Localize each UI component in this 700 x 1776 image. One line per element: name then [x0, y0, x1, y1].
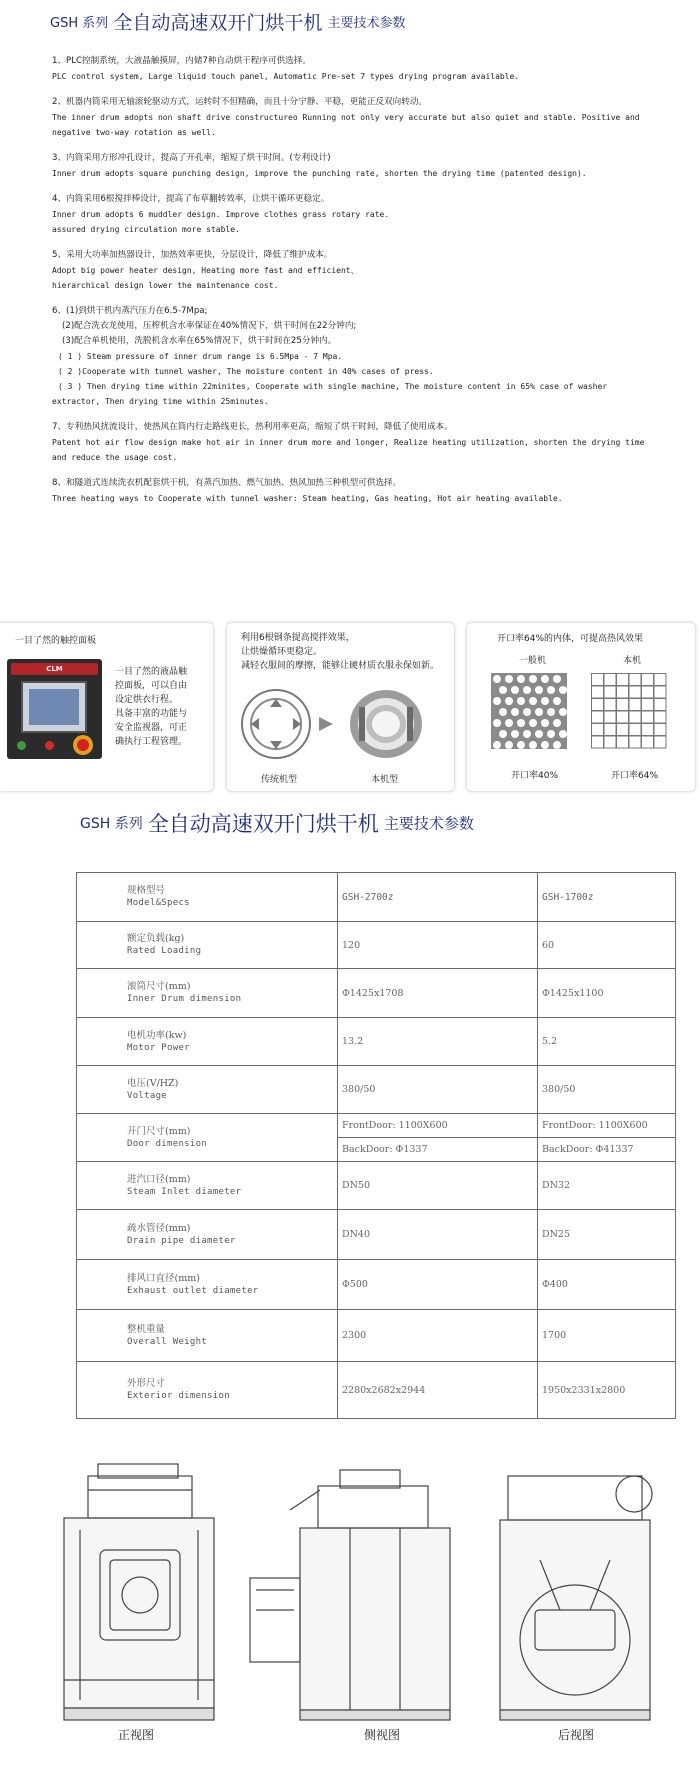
rate-64-caption: 开口率64%	[611, 771, 659, 781]
this-machine-head: 本机	[623, 656, 642, 666]
panel1-line: 控面板，可以自由	[115, 681, 188, 691]
row-label: 电机功率(kw) Motor Power	[77, 1018, 338, 1066]
row-label: 电压(V/HZ) Voltage	[77, 1066, 338, 1114]
title-prefix: GSH 系列	[50, 16, 109, 31]
spec-en: assured drying circulation more stable.	[52, 225, 240, 234]
new-drum-icon	[350, 690, 422, 758]
spec-en: PLC control system, Large liquid touch panel, Automatic Pre-set 7 types drying program available.	[52, 72, 520, 81]
table-row	[77, 1066, 676, 1114]
cell: Φ1425x1708	[338, 969, 538, 1018]
panel1-line: 设定烘衣行程。	[115, 695, 179, 705]
front-view-caption: 正视图	[118, 1728, 155, 1742]
panel2-text	[241, 631, 439, 673]
emergency-stop-icon	[73, 735, 93, 755]
panel1-line: 确执行工程管理。	[115, 737, 188, 747]
spec-item	[52, 192, 672, 237]
cell: 1700	[538, 1310, 676, 1362]
spec-zh: 4、内筒采用6根搅拌棒设计，提高了布草翻转效率，让烘干循环更稳定。	[52, 194, 330, 204]
table-row	[77, 922, 676, 969]
table-row	[77, 873, 676, 922]
panel2-line: 让烘燥循环更稳定。	[241, 647, 323, 657]
panel1-line: 具备丰富的功能与	[115, 709, 188, 719]
title-prefix: GSH 系列	[80, 816, 143, 832]
front-view-drawing	[64, 1464, 214, 1720]
spec-en: and reduce the usage cost.	[52, 453, 178, 462]
panel1-text	[115, 665, 187, 749]
spec-zh: 3、内筒采用方形冲孔设计，提高了开孔率，缩短了烘干时间。(专利设计)	[52, 153, 331, 163]
spec-item	[52, 95, 672, 140]
spec-zh: 1、PLC控制系统，大液晶触摸屏，内储7种自动烘干程序可供选择。	[52, 56, 311, 66]
traditional-label: 传统机型	[261, 775, 298, 785]
table-row	[77, 1362, 676, 1419]
spec-en: The inner drum adopts non shaft drive constructureo Running not only very accurate but also quiet and stable. Positive and	[52, 113, 640, 122]
spec-en: extractor, Then drying time within 25minutes.	[52, 397, 269, 406]
title-main: 全自动高速双开门烘干机	[113, 12, 323, 34]
spec-zh: (3)配合单机使用，洗脱机含水率在65%情况下，烘干时间在25分钟内。	[62, 336, 337, 346]
traditional-drum-icon	[242, 690, 310, 758]
panel2-line: 利用6根钢条提高搅拌效果，	[241, 633, 355, 643]
table-row	[77, 1310, 676, 1362]
panel1-line: 安全监视器，可正	[115, 723, 188, 733]
table-row	[77, 1018, 676, 1066]
round-hole-pattern	[491, 673, 567, 749]
rate-40-caption: 开口率40%	[511, 771, 559, 781]
panel3-title: 开口率64%的内体，可提高热风效果	[497, 634, 644, 644]
row-label: 规格型号 Model&Specs	[77, 873, 338, 922]
cell: DN32	[538, 1162, 676, 1210]
cell: BackDoor: Φ41337	[538, 1138, 676, 1162]
spec-item	[52, 248, 672, 293]
back-view-caption: 后视图	[558, 1728, 595, 1742]
cell: 60	[538, 922, 676, 969]
spec-en: Adopt big power heater design, Heating more fast and efficient、	[52, 266, 359, 275]
spec-item	[52, 476, 672, 506]
feature-panel-drum	[226, 622, 455, 792]
feature-panel-opening	[466, 622, 696, 792]
panel1-line: 一目了然的液晶触	[115, 667, 188, 677]
title-suffix: 主要技术参数	[383, 814, 474, 833]
spec-zh: 8、和隧道式连续洗衣机配套烘干机，有蒸汽加热、燃气加热、热风加热三种机型可供选择。	[52, 478, 402, 488]
spec-en: ( 2 )Cooperate with tunnel washer, The moisture content in 40% cases of press.	[58, 367, 434, 376]
back-view-drawing	[500, 1476, 652, 1720]
table-row	[77, 969, 676, 1018]
lcd-screen	[21, 681, 87, 733]
spec-zh: 5、采用大功率加热器设计，加热效率更快，分层设计，降低了维护成本。	[52, 250, 333, 260]
spec-zh: 7、专利热风扰流设计，使热风在筒内行走路线更长，热利用率更高，缩短了烘干时间，降低了使用成本。	[52, 422, 453, 432]
cell: DN50	[338, 1162, 538, 1210]
cell: 380/50	[538, 1066, 676, 1114]
new-model-label: 本机型	[371, 775, 399, 785]
spec-zh: 2、机器内筒采用无轴滚轮驱动方式，运转时不但精确，而且十分宁静、平稳，更能正反双向转动。	[52, 97, 428, 107]
green-button-icon	[17, 741, 26, 750]
spec-en: negative two-way rotation as well.	[52, 128, 216, 137]
table-row	[77, 1260, 676, 1310]
red-button-icon	[45, 741, 54, 750]
panel2-line: 减轻衣服间的摩擦，能够让硬材质衣服永保如新。	[241, 661, 440, 671]
side-view-caption: 侧视图	[364, 1728, 401, 1742]
drum-comparison-diagram	[241, 687, 441, 767]
cell: FrontDoor: 1100X600	[538, 1114, 676, 1138]
cell: 380/50	[338, 1066, 538, 1114]
row-label: 整机重量 Overall Weight	[77, 1310, 338, 1362]
cell: GSH-1700z	[538, 873, 676, 922]
row-label: 进汽口径(mm) Steam Inlet diameter	[77, 1162, 338, 1210]
spec-en: Inner drum adopts square punching design, improve the punching rate, shorten the drying time (patented design).	[52, 169, 587, 178]
cell: GSH-2700z	[338, 873, 538, 922]
row-label: 开门尺寸(mm) Door dimension	[77, 1114, 338, 1162]
spec-zh: 6、(1)到烘干机内蒸汽压力在6.5-7Mpa;	[52, 306, 208, 316]
logo-banner: CLM	[11, 663, 98, 675]
panel1-title: 一目了然的触控面板	[15, 636, 97, 646]
table-row	[77, 1162, 676, 1210]
table-row	[77, 1210, 676, 1260]
control-panel-image	[7, 659, 102, 759]
spec-item	[52, 151, 672, 181]
spec-item	[52, 304, 672, 409]
square-grid-pattern	[591, 673, 667, 749]
row-label: 疏水管径(mm) Drain pipe diameter	[77, 1210, 338, 1260]
title-main: 全自动高速双开门烘干机	[147, 812, 379, 836]
side-view-drawing	[250, 1470, 450, 1720]
spec-zh: (2)配合洗衣龙使用，压榨机含水率保证在40%情况下，烘干时间在22分钟内;	[62, 321, 357, 331]
cell: 5.2	[538, 1018, 676, 1066]
cell: Φ400	[538, 1260, 676, 1310]
arrow-right-icon	[319, 717, 333, 731]
cell: 120	[338, 922, 538, 969]
row-label: 外形尺寸 Exterior dimension	[77, 1362, 338, 1419]
cell: 2300	[338, 1310, 538, 1362]
spec-en: ( 1 ) Steam pressure of inner drum range is 6.5Mpa - 7 Mpa.	[58, 352, 343, 361]
spec-item	[52, 54, 672, 84]
cell: 13.2	[338, 1018, 538, 1066]
spec-list	[52, 54, 672, 517]
spec-en: Three heating ways to Cooperate with tunnel washer: Steam heating, Gas heating, Hot air heating available.	[52, 494, 563, 503]
cell: Φ1425x1100	[538, 969, 676, 1018]
spec-en: Patent hot air flow design make hot air in inner drum more and longer, Realize heating utilization, shorten the drying time	[52, 438, 645, 447]
spec-en: Inner drum adopts 6 muddler design. Improve clothes grass rotary rate.	[52, 210, 390, 219]
cell: DN25	[538, 1210, 676, 1260]
machine-drawings	[0, 1450, 700, 1776]
normal-machine-head: 一般机	[519, 656, 547, 666]
spec-item	[52, 420, 672, 465]
cell: DN40	[338, 1210, 538, 1260]
spec-en: hierarchical design lower the maintenance cost.	[52, 281, 279, 290]
row-label: 滚筒尺寸(mm) Inner Drum dimension	[77, 969, 338, 1018]
cell: BackDoor: Φ1337	[338, 1138, 538, 1162]
cell: Φ500	[338, 1260, 538, 1310]
title-suffix: 主要技术参数	[327, 16, 406, 31]
row-label: 排风口直径(mm) Exhaust outlet diameter	[77, 1260, 338, 1310]
cell: 2280x2682x2944	[338, 1362, 538, 1419]
feature-panel-touch	[0, 622, 214, 792]
table-title	[80, 808, 474, 838]
spec-table	[76, 872, 676, 1419]
row-label: 额定负载(kg) Rated Loading	[77, 922, 338, 969]
table-row	[77, 1114, 676, 1138]
spec-en: ( 3 ) Then drying time within 22minites, Cooperate with single machine, The moisture content in 65% case of washer	[58, 382, 608, 391]
cell: 1950x2331x2800	[538, 1362, 676, 1419]
page-title	[50, 8, 405, 35]
cell: FrontDoor: 1100X600	[338, 1114, 538, 1138]
